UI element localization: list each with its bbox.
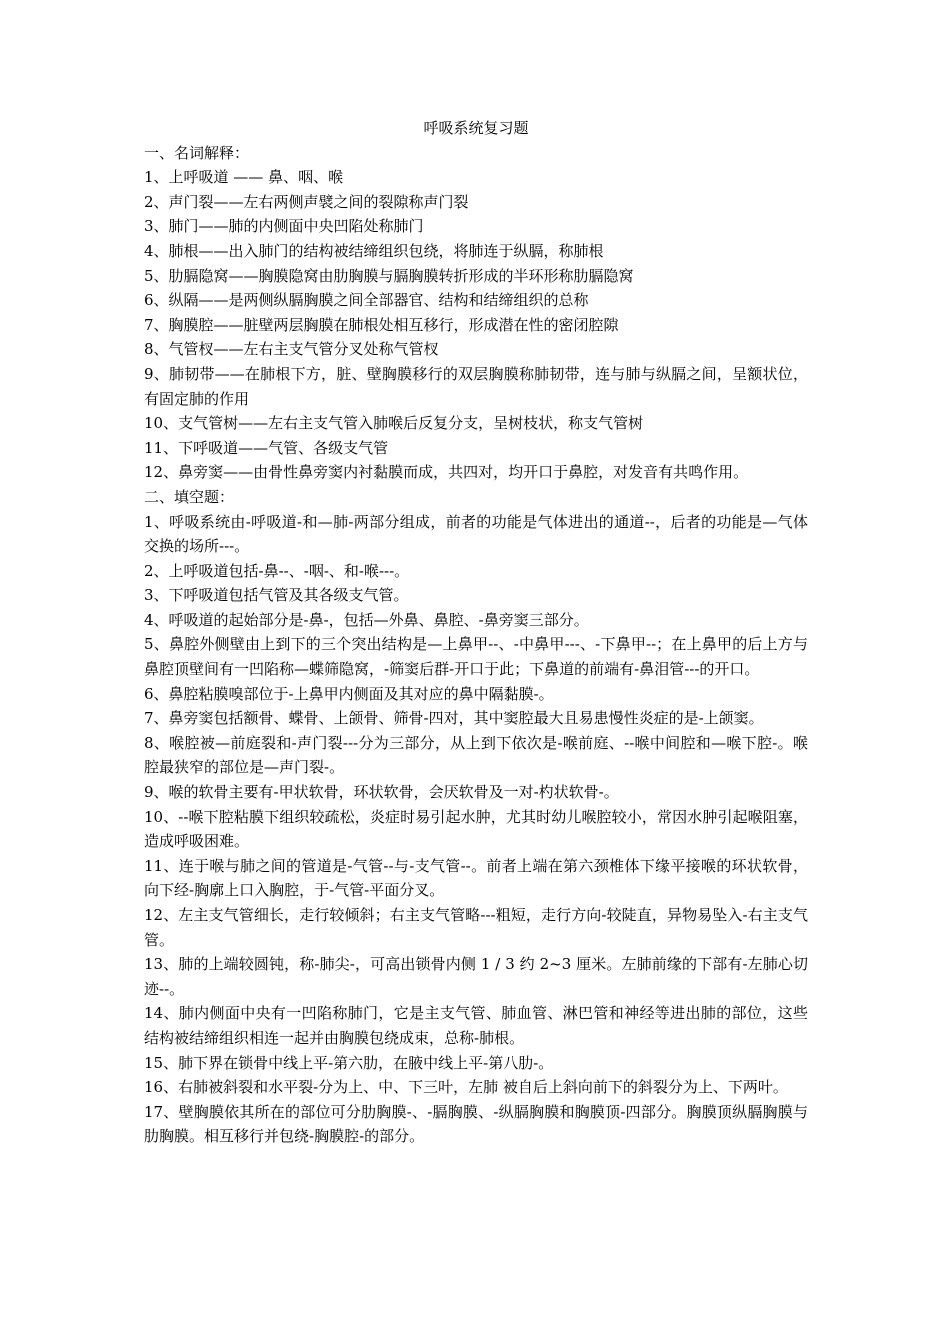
question-item: 2、声门裂——左右两侧声襞之间的裂隙称声门裂 (144, 192, 469, 211)
question-item: 8、气管杈——左右主支气管分叉处称气管杈 (144, 340, 439, 359)
question-item: 3、肺门——肺的内侧面中央凹陷处称肺门 (144, 217, 424, 236)
question-item: 7、鼻旁窦包括额骨、蝶骨、上颌骨、筛骨-四对，其中窦腔最大且易患慢性炎症的是-上颌窦。 (144, 709, 764, 728)
question-item: 10、支气管树——左右主支气管入肺喉后反复分支，呈树枝状，称支气管树 (144, 414, 644, 433)
question-item: 7、胸膜腔——脏壁两层胸膜在肺根处相互移行，形成潜在性的密闭腔隙 (144, 315, 619, 334)
section-definitions (144, 141, 808, 485)
question-item: 12、左主支气管细长，走行较倾斜；右主支气管略---粗短，走行方向-较陡直，异物易坠入-右主支气管。 (144, 906, 808, 949)
section-heading: 二、填空题： (144, 487, 235, 506)
question-item: 10、--喉下腔粘膜下组织较疏松，炎症时易引起水肿，尤其时幼儿喉腔较小，常因水肿引起喉阻塞，造成呼吸困难。 (144, 807, 808, 851)
question-item: 15、肺下界在锁骨中线上平-第六肋，在腋中线上平-第八肋-。 (144, 1053, 554, 1072)
question-item: 9、喉的软骨主要有-甲状软骨，环状软骨，会厌软骨及一对-杓状软骨-。 (144, 783, 619, 802)
question-item: 13、肺的上端较圆钝，称-肺尖-，可高出锁骨内侧 1 / 3 约 2~3 厘米。左肺前缘的下部有-左肺心切迹--。 (144, 955, 808, 998)
document-title: 呼吸系统复习题 (423, 119, 529, 137)
question-item: 8、喉腔被—前庭裂和-声门裂---分为三部分，从上到下依次是-喉前庭、--喉中间腔和—喉下腔-。喉腔最狭窄的部位是—声门裂-。 (144, 733, 808, 777)
question-item: 5、肋膈隐窝——胸膜隐窝由肋胸膜与膈胸膜转折形成的半环形称肋膈隐窝 (144, 266, 634, 285)
question-item: 1、呼吸系统由-呼吸道-和—肺-两部分组成，前者的功能是气体进出的通道--，后者的功能是—气体交换的场所---。 (144, 512, 808, 556)
question-item: 11、下呼吸道——气管、各级支气管 (144, 438, 389, 457)
section-heading: 一、名词解释： (144, 143, 250, 162)
question-item: 12、鼻旁窦——由骨性鼻旁窦内衬黏膜而成，共四对，均开口于鼻腔，对发音有共鸣作用。 (144, 463, 749, 482)
question-item: 6、鼻腔粘膜嗅部位于-上鼻甲内侧面及其对应的鼻中隔黏膜-。 (144, 684, 554, 703)
document-page (144, 116, 808, 1149)
question-item: 14、肺内侧面中央有一凹陷称肺门，它是主支气管、肺血管、淋巴管和神经等进出肺的部位，这些结构被结缔组织相连一起并由胸膜包绕成束，总称-肺根。 (144, 1004, 808, 1047)
question-item: 4、肺根——出入肺门的结构被结缔组织包绕，将肺连于纵膈，称肺根 (144, 241, 604, 260)
question-item: 4、呼吸道的起始部分是-鼻-，包括—外鼻、鼻腔、-鼻旁窦三部分。 (144, 610, 589, 629)
question-item: 17、壁胸膜依其所在的部位可分肋胸膜-、-膈胸膜、-纵膈胸膜和胸膜顶-四部分。胸膜顶纵膈胸膜与肋胸膜。相互移行并包绕-胸膜腔-的部分。 (144, 1102, 808, 1146)
question-item: 5、鼻腔外侧壁由上到下的三个突出结构是—上鼻甲--、-中鼻甲---、-下鼻甲--；在上鼻甲的后上方与鼻腔顶壁间有一凹陷称—蝶筛隐窝，-筛窦后群-开口于此；下鼻道的前端有-鼻泪管---的开口。 (144, 635, 808, 679)
question-item: 11、连于喉与肺之间的管道是-气管--与-支气管--。前者上端在第六颈椎体下缘平接喉的环状软骨，向下经-胸廓上口入胸腔，于-气管-平面分叉。 (144, 856, 808, 900)
question-item: 6、纵隔——是两侧纵膈胸膜之间全部器官、结构和结缔组织的总称 (144, 291, 589, 310)
question-item: 2、上呼吸道包括-鼻--、-咽-、和-喉---。 (144, 561, 410, 580)
question-item: 3、下呼吸道包括气管及其各级支气管。 (144, 586, 409, 605)
question-item: 9、肺韧带——在肺根下方，脏、壁胸膜移行的双层胸膜称肺韧带，连与肺与纵膈之间，呈额状位，有固定肺的作用 (144, 364, 808, 408)
question-item: 16、右肺被斜裂和水平裂-分为上、中、下三叶，左肺 被自后上斜向前下的斜裂分为上、下两叶。 (144, 1078, 788, 1097)
section-fill-in-blanks (144, 485, 808, 1149)
question-item: 1、上呼吸道 —— 鼻、咽、喉 (144, 168, 344, 187)
